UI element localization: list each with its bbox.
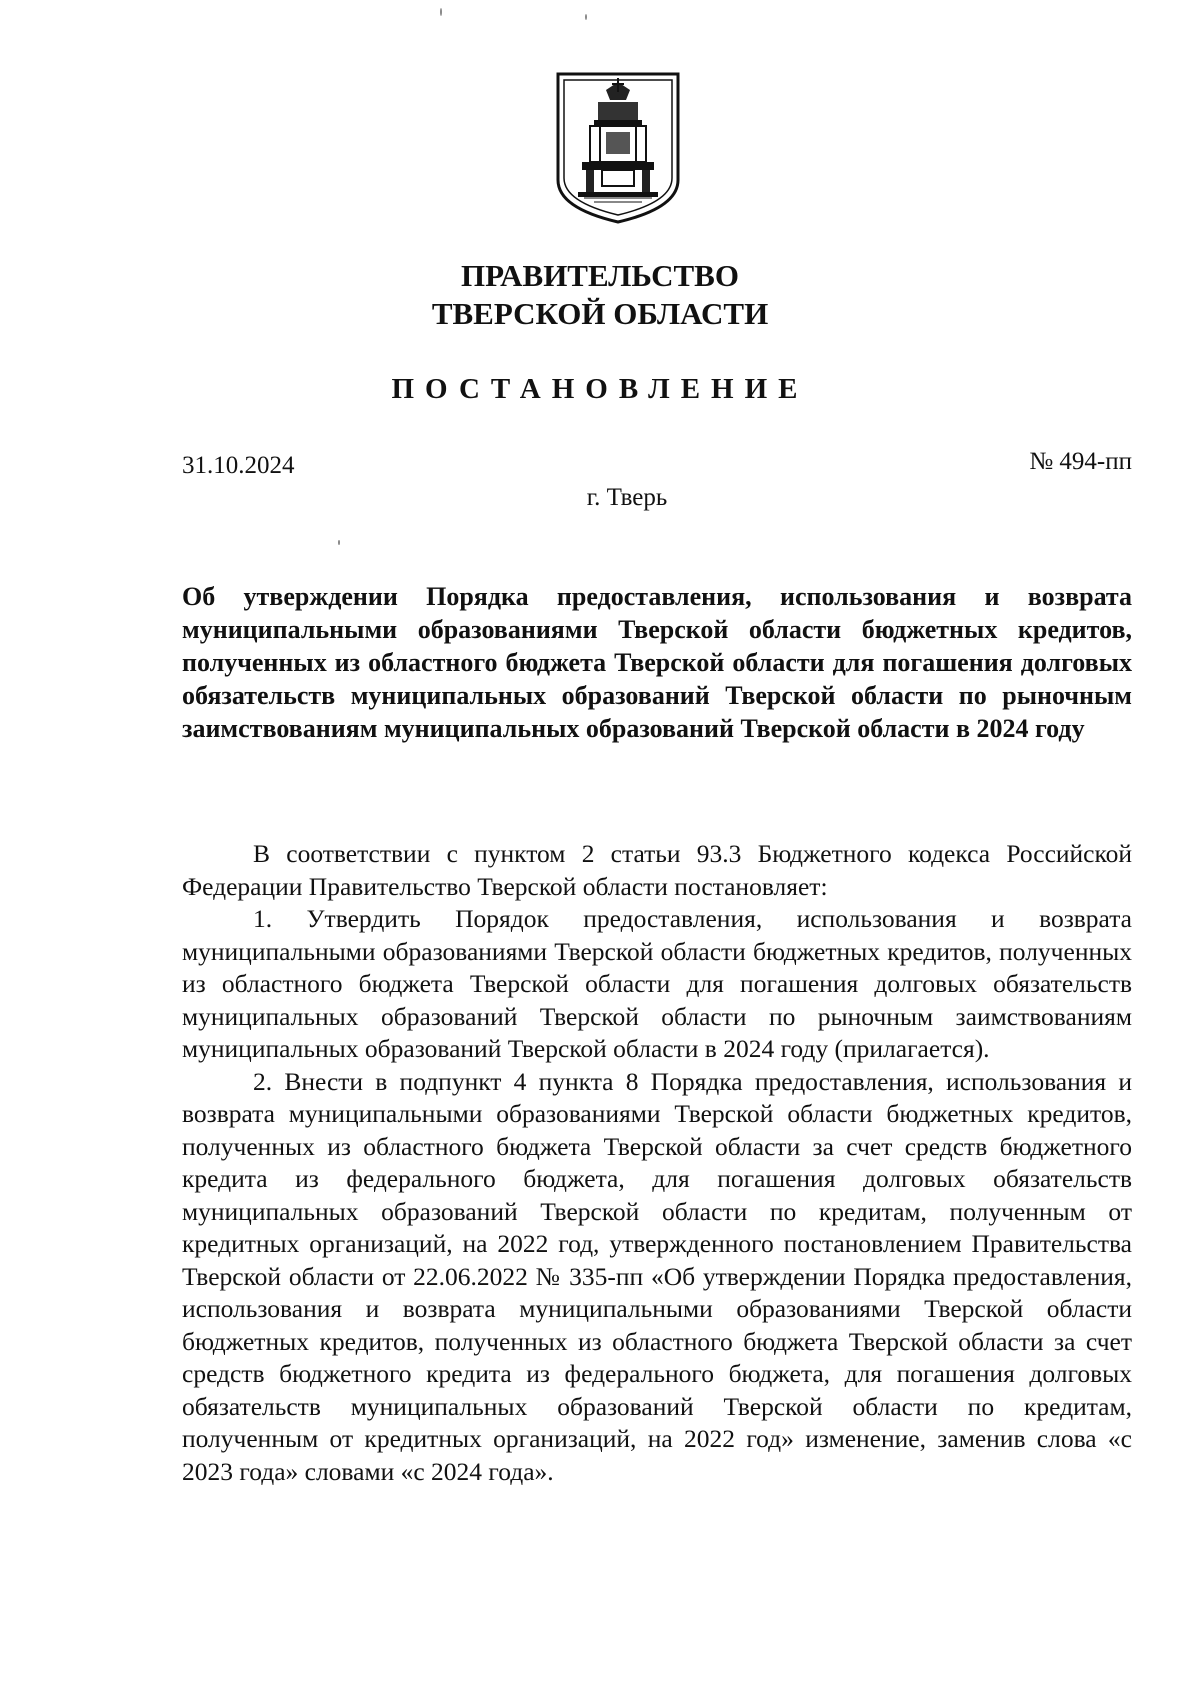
document-date: 31.10.2024 (182, 452, 295, 479)
organization-name-line1: ПРАВИТЕЛЬСТВО (461, 258, 739, 293)
document-number: № 494-пп (1029, 448, 1132, 475)
document-type-heading: ПОСТАНОВЛЕНИЕ (391, 373, 809, 405)
scan-mark (440, 8, 442, 16)
scan-mark (585, 14, 587, 20)
document-title: Об утверждении Порядка предоставления, использования и возврата муниципальными образованиями Тверской области бюджетных кредитов, полученных из областного бюджета Тверской области для погашения долговых обязательств муниципальных образований Тверской области по рыночным заимствованиям муниципальных образований Тверской области в 2024 году (182, 582, 1132, 743)
scan-mark (338, 540, 340, 545)
organization-name-line2: ТВЕРСКОЙ ОБЛАСТИ (431, 296, 769, 331)
document-body (182, 838, 1132, 1488)
paragraph-item-2: 2. Внести в подпункт 4 пункта 8 Порядка предоставления, использования и возврата муниципальными образованиями Тверской области бюджетных кредитов, полученных из областного бюджета Тверской области за счет средств бюджетного кредита из федерального бюджета, для погашения долговых обязательств муниципальных образований Тверской области по кредитам, полученным от кредитных организаций, на 2022 год, утвержденного постановлением Правительства Тверской области от 22.06.2022 № 335-пп «Об утверждении Порядка предоставления, использования и возврата муниципальными образованиями Тверской области бюджетных кредитов, полученных из областного бюджета Тверской области за счет средств бюджетного кредита из федерального бюджета, для погашения долговых обязательств муниципальных образований Тверской области по кредитам, полученным от кредитных организаций, на 2022 год» изменение, заменив слова «с 2023 года» словами «с 2024 года». (182, 1066, 1132, 1486)
tver-oblast-coat-of-arms-icon (554, 70, 682, 226)
paragraph-item-1: 1. Утвердить Порядок предоставления, использования и возврата муниципальными образованиями Тверской области бюджетных кредитов, полученных из областного бюджета Тверской области для погашения долговых обязательств муниципальных образований Тверской области по рыночным заимствованиям муниципальных образований Тверской области в 2024 году (прилагается). (182, 904, 1132, 1063)
paragraph-preamble: В соответствии с пунктом 2 статьи 93.3 Бюджетного кодекса Российской Федерации Правительство Тверской области постановляет: (182, 839, 1132, 901)
document-city: г. Тверь (586, 484, 668, 511)
